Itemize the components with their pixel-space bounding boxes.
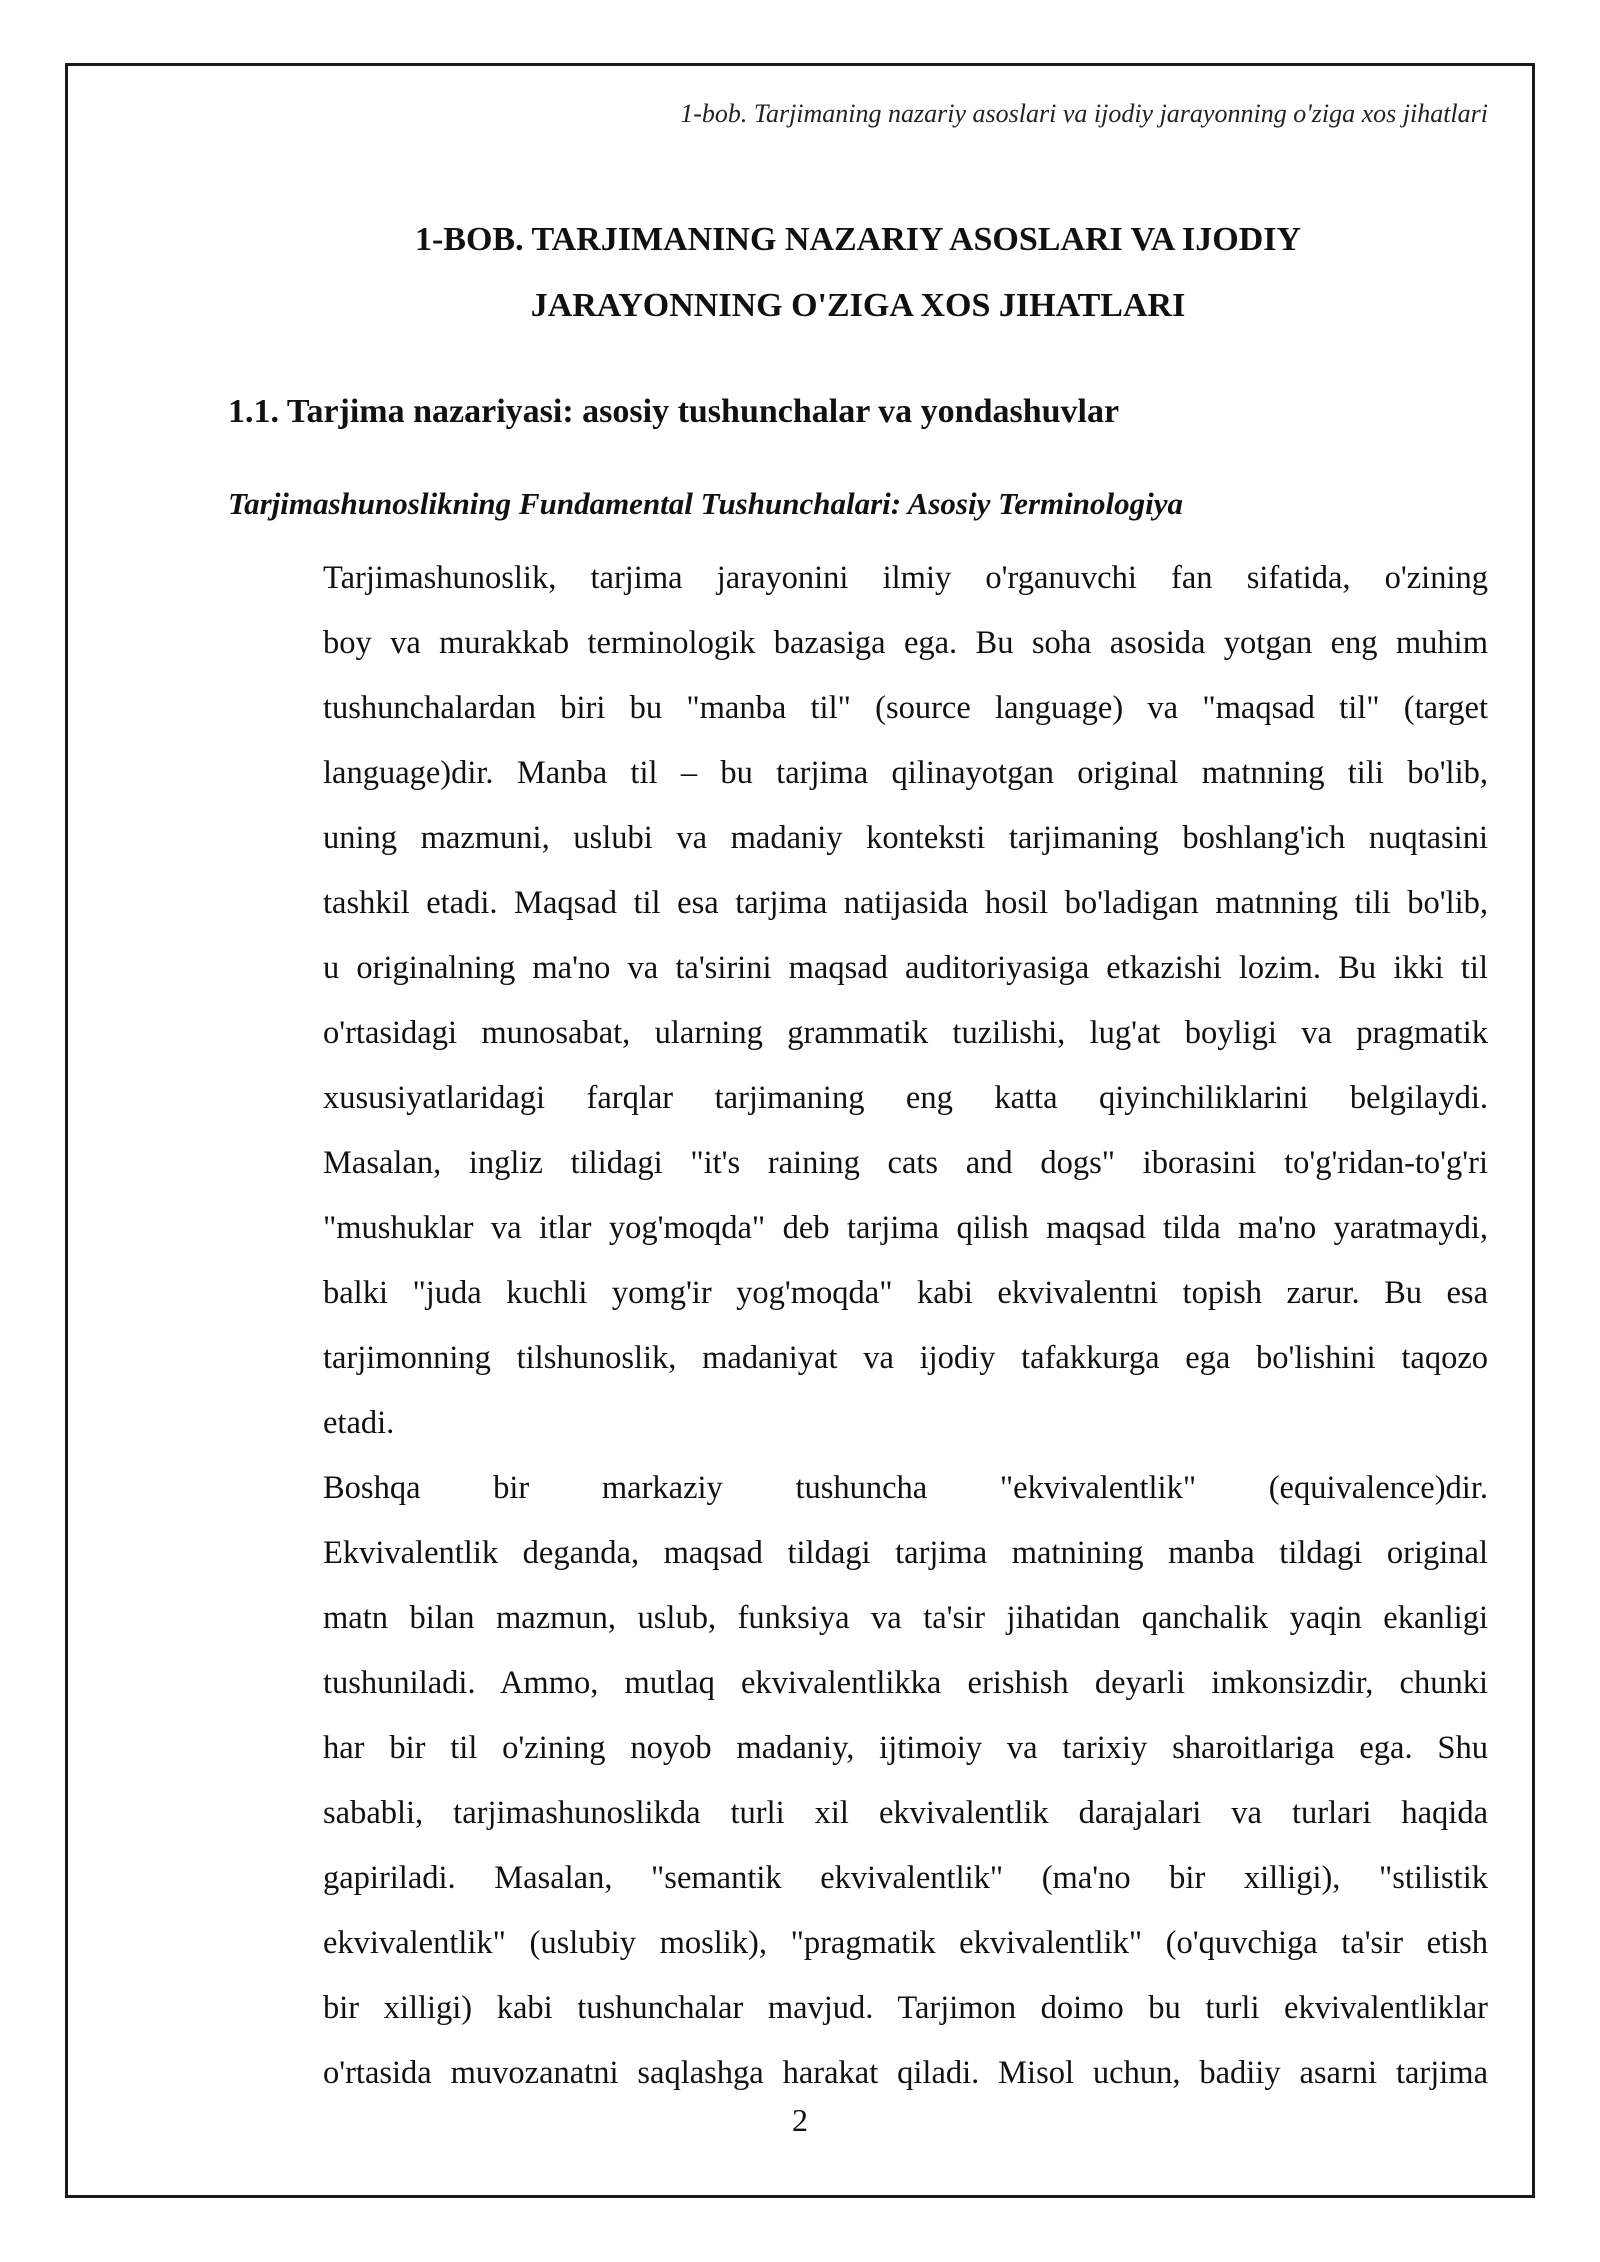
paragraph-2 [228, 1456, 1488, 2106]
text-line: matn bilan mazmun, uslub, funksiya va ta'sir jihatidan qanchalik yaqin ekanligi [323, 1600, 1488, 1636]
section-heading: 1.1. Tarjima nazariyasi: asosiy tushunchalar va yondashuvlar [228, 393, 1120, 430]
text-line: uning mazmuni, uslubi va madaniy konteksti tarjimaning boshlang'ich nuqtasini [323, 820, 1488, 856]
text-line: tushuniladi. Ammo, mutlaq ekvivalentlikka erishish deyarli imkonsizdir, chunki [323, 1665, 1488, 1701]
subsection-heading: Tarjimashunoslikning Fundamental Tushunchalari: Asosiy Terminologiya [228, 486, 1183, 521]
text-line: etadi. [323, 1405, 395, 1441]
text-line: u originalning ma'no va ta'sirini maqsad auditoriyasiga etkazishi lozim. Bu ikki til [323, 950, 1488, 986]
text-line: o'rtasidagi munosabat, ularning grammatik tuzilishi, lug'at boyligi va pragmatik [323, 1015, 1488, 1051]
text-line: tushunchalardan biri bu "manba til" (source language) va "maqsad til" (target [323, 690, 1488, 726]
paragraph-1 [228, 546, 1488, 1456]
text-line: Ekvivalentlik deganda, maqsad tildagi tarjima matnining manba tildagi original [323, 1535, 1488, 1571]
text-line: sababli, tarjimashunoslikda turli xil ekvivalentlik darajalari va turlari haqida [323, 1795, 1488, 1831]
chapter-title-line: 1-BOB. TARJIMANING NAZARIY ASOSLARI VA IJODIY [414, 221, 1302, 258]
text-line: har bir til o'zining noyob madaniy, ijtimoiy va tarixiy sharoitlariga ega. Shu [323, 1730, 1488, 1766]
text-line: Boshqa bir markaziy tushuncha "ekvivalentlik" (equivalence)dir. [323, 1470, 1488, 1506]
text-line: language)dir. Manba til – bu tarjima qilinayotgan original matnning tili bo'lib, [323, 755, 1488, 791]
text-line: "mushuklar va itlar yog'moqda" deb tarjima qilish maqsad tilda ma'no yaratmaydi, [323, 1210, 1488, 1246]
running-header: 1-bob. Tarjimaning nazariy asoslari va ijodiy jarayonning o'ziga xos jihatlari [680, 99, 1488, 128]
page-number: 2 [792, 2102, 808, 2138]
text-line: Masalan, ingliz tilidagi "it's raining cats and dogs" iborasini to'g'ridan-to'g'ri [323, 1145, 1488, 1181]
text-line: balki "juda kuchli yomg'ir yog'moqda" kabi ekvivalentni topish zarur. Bu esa [323, 1275, 1488, 1311]
text-line: gapiriladi. Masalan, "semantik ekvivalentlik" (ma'no bir xilligi), "stilistik [323, 1860, 1488, 1896]
text-line: tarjimonning tilshunoslik, madaniyat va ijodiy tafakkurga ega bo'lishini taqozo [323, 1340, 1488, 1376]
text-line: o'rtasida muvozanatni saqlashga harakat qiladi. Misol uchun, badiiy asarni tarjima [323, 2055, 1488, 2091]
text-line: xususiyatlaridagi farqlar tarjimaning eng katta qiyinchiliklarini belgilaydi. [323, 1080, 1488, 1116]
chapter-title-line: JARAYONNING O'ZIGA XOS JIHATLARI [530, 287, 1186, 324]
text-line: ekvivalentlik" (uslubiy moslik), "pragmatik ekvivalentlik" (o'quvchiga ta'sir etish [323, 1925, 1488, 1961]
text-line: tashkil etadi. Maqsad til esa tarjima natijasida hosil bo'ladigan matnning tili bo'lib, [323, 885, 1488, 921]
body-text [228, 546, 1488, 2106]
chapter-title [228, 207, 1488, 339]
text-line: Tarjimashunoslik, tarjima jarayonini ilmiy o'rganuvchi fan sifatida, o'zining [323, 560, 1488, 596]
text-line: boy va murakkab terminologik bazasiga ega. Bu soha asosida yotgan eng muhim [323, 625, 1488, 661]
text-line: bir xilligi) kabi tushunchalar mavjud. Tarjimon doimo bu turli ekvivalentliklar [323, 1990, 1488, 2026]
